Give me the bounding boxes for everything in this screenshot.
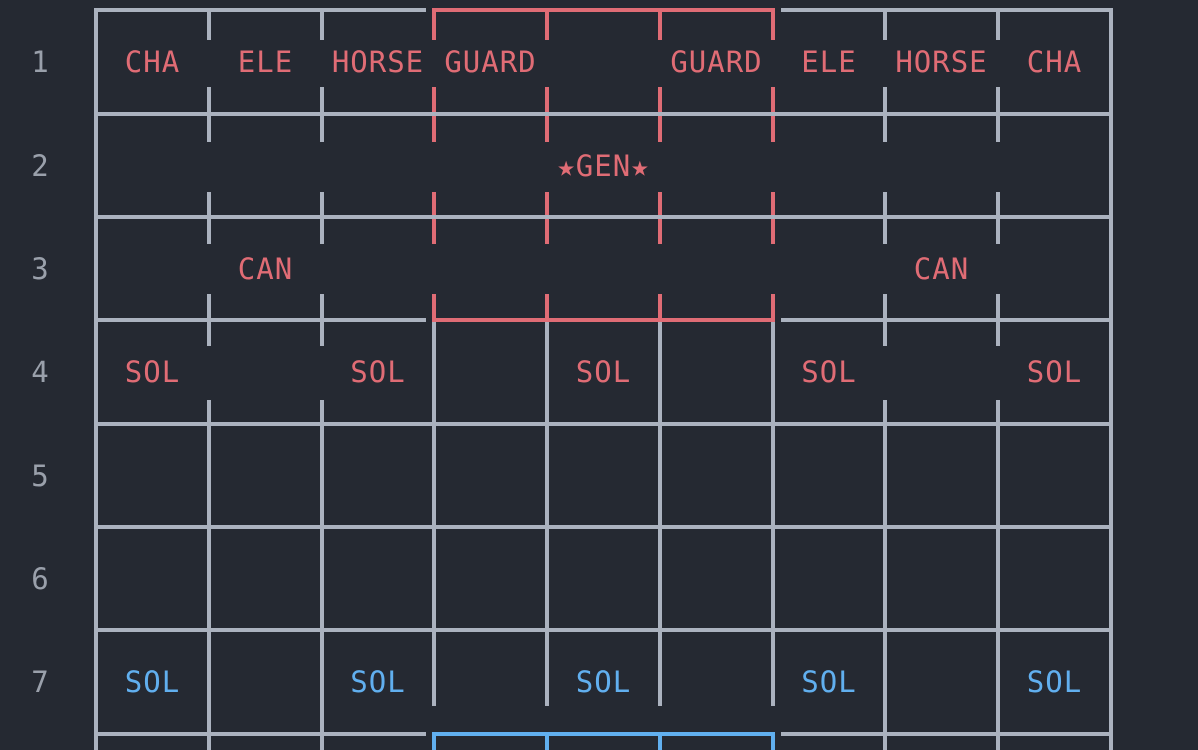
grid-line-horizontal [94, 112, 1113, 116]
grid-line-horizontal [94, 422, 1113, 426]
piece-blue-sol[interactable]: SOL [1026, 665, 1083, 699]
piece-red-cha[interactable]: CHA [1026, 45, 1083, 79]
grid-line-horizontal [94, 215, 1113, 219]
grid-line-horizontal [94, 732, 426, 736]
palace-line-vertical [545, 10, 549, 40]
palace-top-blue [432, 732, 775, 736]
palace-line-vertical [771, 10, 775, 40]
grid-line-vertical [658, 320, 662, 346]
piece-red-guard[interactable]: GUARD [670, 45, 763, 79]
row-label-5: 5 [31, 458, 49, 493]
piece-red-sol[interactable]: SOL [124, 355, 181, 389]
board-edge-top [94, 8, 426, 12]
grid-line-vertical [545, 320, 549, 346]
grid-line-horizontal [94, 318, 426, 322]
piece-red-can[interactable]: CAN [913, 251, 970, 286]
palace-line-vertical [432, 10, 436, 40]
piece-blue-sol[interactable]: SOL [801, 665, 857, 699]
grid-line-horizontal [781, 318, 1113, 322]
palace-line-vertical-blue [432, 734, 436, 750]
piece-red-sol[interactable]: SOL [350, 355, 406, 389]
row-label-2: 2 [31, 148, 49, 183]
grid-line-vertical [996, 10, 1000, 40]
piece-red-sol[interactable]: SOL [1026, 355, 1083, 389]
grid-line-vertical [320, 10, 324, 40]
piece-red-ele[interactable]: ELE [237, 45, 294, 79]
palace-line-vertical [432, 294, 436, 320]
grid-line-horizontal [94, 628, 1113, 632]
piece-red-can[interactable]: CAN [237, 251, 294, 286]
piece-red-guard[interactable]: GUARD [444, 45, 537, 79]
row-label-7: 7 [31, 665, 49, 699]
grid-line-horizontal [781, 732, 1113, 736]
grid-line-vertical [432, 320, 436, 346]
row-label-3: 3 [31, 251, 49, 286]
palace-line-vertical-blue [658, 734, 662, 750]
palace-line-vertical-blue [545, 734, 549, 750]
grid-line-vertical [771, 320, 775, 346]
grid-line-vertical [207, 10, 211, 40]
row-label-6: 6 [31, 561, 49, 596]
board-edge-top [781, 8, 1113, 12]
piece-red-horse[interactable]: HORSE [895, 45, 988, 79]
palace-line-vertical [658, 10, 662, 40]
piece-red-ele[interactable]: ELE [801, 45, 857, 79]
piece-blue-sol[interactable]: SOL [575, 665, 632, 699]
piece-blue-sol[interactable]: SOL [124, 665, 181, 699]
palace-top [432, 8, 775, 12]
piece-blue-sol[interactable]: SOL [350, 665, 406, 699]
piece-red-sol[interactable]: SOL [575, 355, 632, 389]
grid-line-horizontal [94, 525, 1113, 529]
palace-bottom [432, 318, 775, 322]
row-label-1: 1 [31, 45, 49, 79]
piece-red-sol[interactable]: SOL [801, 355, 857, 389]
piece-red-cha[interactable]: CHA [124, 45, 181, 79]
palace-line-vertical [771, 294, 775, 320]
row-label-4: 4 [31, 355, 49, 389]
grid-line-vertical [883, 10, 887, 40]
palace-line-vertical-blue [771, 734, 775, 750]
palace-line-vertical [658, 294, 662, 320]
piece-red-gen[interactable]: ★GEN★ [557, 148, 650, 183]
palace-line-vertical [545, 294, 549, 320]
piece-red-horse[interactable]: HORSE [331, 45, 425, 79]
